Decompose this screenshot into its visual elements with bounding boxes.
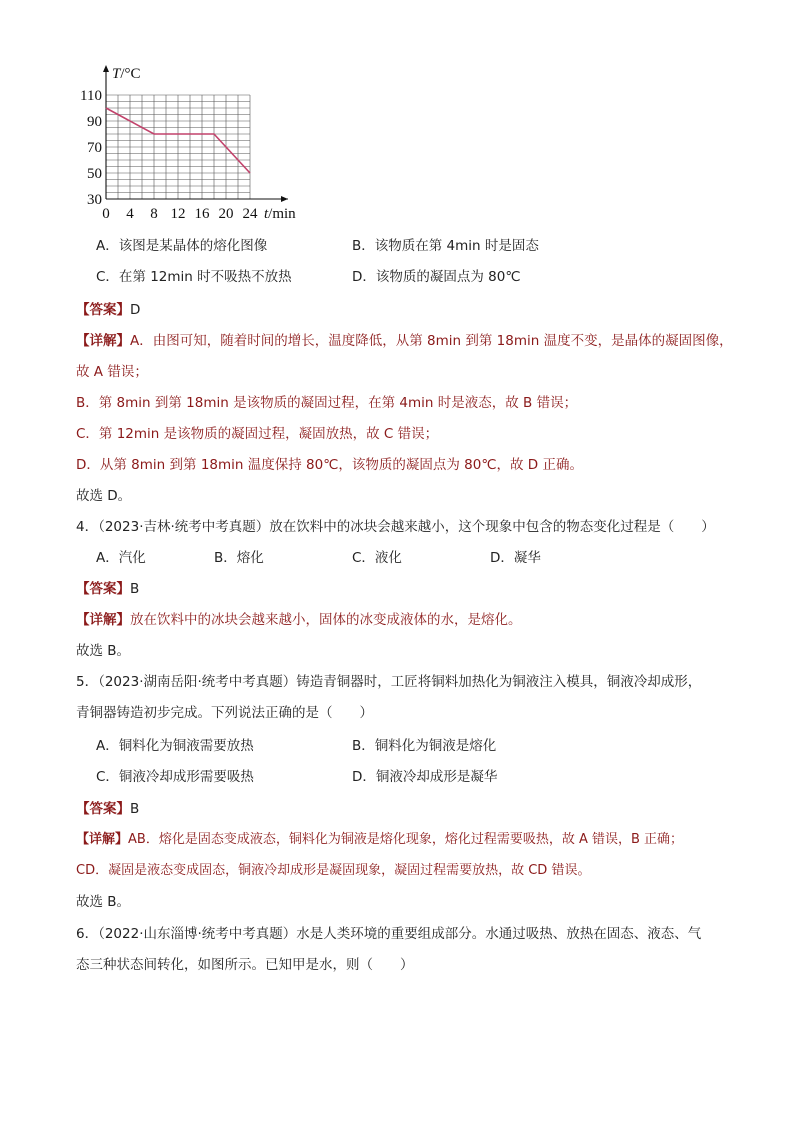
q4-stem: 4．（2023·吉林·统考中考真题）放在饮料中的冰块会越来越小，这个现象中包含的物态变化过程是（ ） [76,519,715,535]
y-tick-labels [80,88,102,208]
y-tick-label: 70 [87,140,102,156]
answer-tag: 【答案】 [76,302,130,318]
q3-detail-line-1b: 故 A 错误； [76,364,148,380]
q4-detail: 【详解】放在饮料中的冰块会越来越小，固体的冰变成液体的水，是熔化。 [76,612,522,628]
q5-option-c: C．铜液冷却成形需要吸热 [96,769,254,785]
q5-option-a: A．铜料化为铜液需要放热 [96,738,254,754]
x-tick-label: 20 [218,206,234,222]
q5-conclusion: 故选 B。 [76,894,131,910]
detail-tag: 【详解】 [76,612,130,628]
y-tick-label: 50 [87,166,102,182]
q6-stem-line-1: 6．（2022·山东淄博·统考中考真题）水是人类环境的重要组成部分。水通过吸热、放热在固态、液态、气 [76,926,702,942]
q4-option-d: D．凝华 [490,550,541,566]
x-tick-labels [102,206,258,222]
q5-stem-line-2: 青铜器铸造初步完成。下列说法正确的是（ ） [76,705,373,721]
q4-option-c: C．液化 [352,550,402,566]
x-tick-label: 12 [170,206,186,222]
y-axis-arrow [103,65,109,72]
q5-answer: 【答案】B [76,801,140,817]
q5-detail-line-1: 【详解】AB．熔化是固态变成液态，铜料化为铜液是熔化现象，熔化过程需要吸热，故 A 错误，B 正确； [76,832,684,847]
q5-option-d: D．铜液冷却成形是凝华 [352,769,498,785]
q3-answer: 【答案】D [76,302,141,318]
q3-option-c: C．在第 12min 时不吸热不放热 [96,269,292,285]
q3-detail-line-4: D．从第 8min 到第 18min 温度保持 80℃，该物质的凝固点为 80℃，故 D 正确。 [76,457,583,473]
q3-detail-line-2: B．第 8min 到第 18min 是该物质的凝固过程，在第 4min 时是液态，故 B 错误； [76,395,578,411]
y-tick-label: 30 [87,192,102,208]
q5-option-b: B．铜料化为铜液是熔化 [352,738,497,754]
y-tick-label: 110 [80,88,102,104]
q3-conclusion: 故选 D。 [76,488,132,504]
q3-option-b: B．该物质在第 4min 时是固态 [352,238,539,254]
x-axis-label: t/min [264,206,296,222]
y-tick-label: 90 [87,114,102,130]
x-tick-label: 4 [126,206,134,222]
q3-detail-line-3: C．第 12min 是该物质的凝固过程，凝固放热，故 C 错误； [76,426,439,442]
graph-grid [106,95,250,199]
q4-conclusion: 故选 B。 [76,643,131,659]
detail-tag: 【详解】 [76,333,130,349]
q5-detail-line-2: CD．凝固是液态变成固态，铜液冷却成形是凝固现象，凝固过程需要放热，故 CD 错误。 [76,863,591,878]
q3-detail-line-1: 【详解】A．由图可知，随着时间的增长，温度降低，从第 8min 到第 18min 温度不变，是晶体的凝固图像， [76,333,733,349]
detail-tag: 【详解】 [76,832,129,847]
x-tick-label: 0 [102,206,110,222]
answer-tag: 【答案】 [76,801,130,817]
x-axis-arrow [281,196,288,202]
q5-stem-line-1: 5．（2023·湖南岳阳·统考中考真题）铸造青铜器时，工匠将铜料加热化为铜液注入模具，铜液冷却成形， [76,674,702,690]
y-axis-label: T/°C [112,66,141,82]
answer-tag: 【答案】 [76,581,130,597]
temperature-time-graph [76,62,306,224]
q6-stem-line-2: 态三种状态间转化，如图所示。已知甲是水，则（ ） [76,957,414,973]
x-tick-label: 8 [150,206,158,222]
q4-option-a: A．汽化 [96,550,146,566]
q4-answer: 【答案】B [76,581,140,597]
x-tick-label: 16 [194,206,210,222]
q3-option-a: A．该图是某晶体的熔化图像 [96,238,268,254]
x-tick-label: 24 [242,206,258,222]
q3-option-d: D．该物质的凝固点为 80℃ [352,269,521,285]
q4-option-b: B．熔化 [214,550,264,566]
